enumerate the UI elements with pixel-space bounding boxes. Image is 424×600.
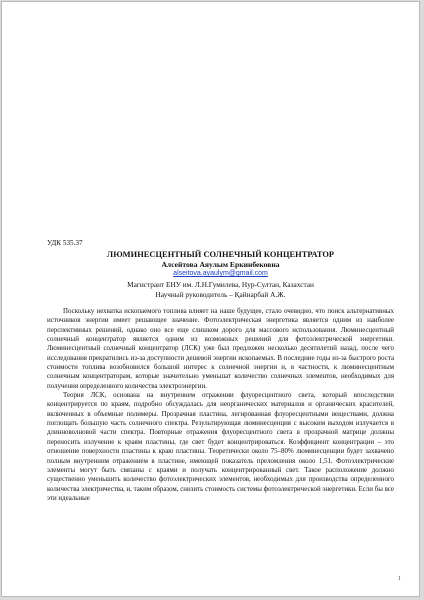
author-email-link[interactable]: alseitova.ayaulym@gmail.com — [173, 270, 268, 277]
body-text — [47, 307, 394, 503]
udk-code: УДК 535.37 — [47, 239, 83, 247]
supervisor-line: Научный руководитель – Қайнарбай А.Ж. — [155, 290, 286, 299]
document-page — [1, 1, 420, 597]
paragraph: Теория ЛСК, основана на внутреннем отражении флуоресцентного света, который впоследствии концентрируется по краям, подробно обсуждалась для неорганических материалов и органических красителей, включенных в объемные полимеры. Прозрачная пластина, легированная флуоресцентными веществами, должна поглощать большую часть солнечного спектра. Результирующая люминесценция с высоким выходом излучается в длинноволновой части спектра. Повторные отражения флуоресцентного света в прозрачной матрице должны переносить излучение к краям пластины, где свет будет концентрироваться. Коэффициент концентрации – это отношение поверхности пластины к краю пластины. Теоретически около 75–80% люминесценции будет захвачено полным внутренним отражением в пластине, имеющей показатель преломления около 1,51. Фотоэлектрические элементы могут быть связаны с краями и получать концентрированный свет. Такое расположение должно существенно уменьшить количество фотоэлектрических элементов, необходимых для производства определенного количества электричества, и, таким образом, снизить стоимость системы фотоэлектрической энергетики. Если бы все эти идеальные — [47, 392, 394, 502]
page-content — [47, 239, 394, 503]
page-number: 1 — [398, 576, 401, 582]
author-affiliation: Магистрант ЕНУ им. Л.Н.Гумилева, Нур-Султан, Казахстан — [127, 280, 314, 289]
paper-title: ЛЮМИНЕСЦЕНТНЫЙ СОЛНЕЧНЫЙ КОНЦЕНТРАТОР — [106, 250, 335, 259]
paragraph: Поскольку нехватка ископаемого топлива влияет на наше будущее, стало очевидно, что поиск альтернативных источников энергии имеет решающее значение. Фотоэлектрическая энергетика является одним из наиболее перспективных решений, однако оно все еще слишком дорого для массового использования. Люминесцентный солнечный концентратор является одним из возможных решений для фотоэлектрической энергетики. Люминесцентный солнечный концентратор (ЛСК) уже был предложен несколько десятилетий назад, после чего исследования прекратились из-за доступности дешевой энергии ископаемых. В последние годы из-за быстрого роста стоимости топлива возобновился большой интерес к солнечной энергии и, в частности, к люминесцентным солнечным концентраторам, которые значительно уменьшат количество солнечных элементов, необходимых для получения определенного количества электроэнергии. — [47, 308, 394, 390]
author-name: Алсейтова Аяулым Еркинбековна — [161, 260, 280, 269]
